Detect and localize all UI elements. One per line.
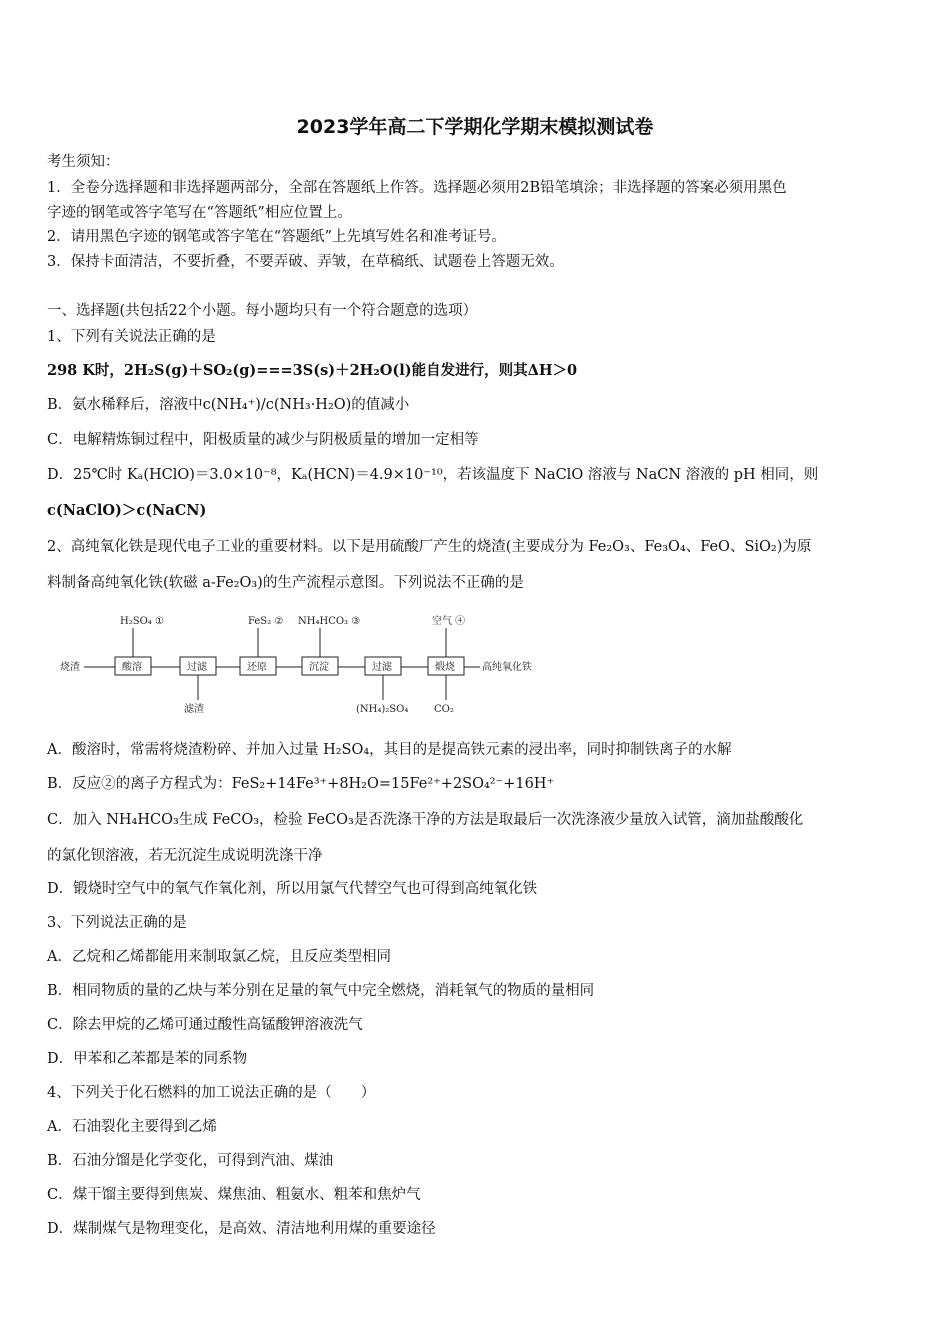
q1-option-d-cont: c(NaClO)＞c(NaCN) xyxy=(47,502,207,519)
flow-step: 酸溶 xyxy=(122,662,142,673)
page-title: 2023学年高二下学期化学期末模拟测试卷 xyxy=(296,116,654,138)
q1-option-a: 298 K时，2H₂S(g)＋SO₂(g)===3S(s)＋2H₂O(l)能自发进行，则其ΔH＞0 xyxy=(47,362,578,379)
flow-step: 过滤 xyxy=(372,662,392,673)
flow-step: 还原 xyxy=(247,662,267,673)
q2-option-b: B．反应②的离子方程式为：FeS₂+14Fe³⁺+8H₂O=15Fe²⁺+2SO₄²⁻+16H⁺ xyxy=(47,776,555,792)
reagent-label: 空气 ④ xyxy=(432,616,466,627)
flow-end: 高纯氧化铁 xyxy=(482,662,532,673)
q2-stem-cont: 料制备高纯氧化铁(软磁 a-Fe₂O₃)的生产流程示意图。下列说法不正确的是 xyxy=(47,575,524,591)
q4-option: D．煤制煤气是物理变化，是高效、清洁地利用煤的重要途径 xyxy=(47,1221,436,1237)
q3-option: C．除去甲烷的乙烯可通过酸性高锰酸钾溶液洗气 xyxy=(47,1017,363,1033)
q4-stem: 4、下列关于化石燃料的加工说法正确的是（ ） xyxy=(47,1085,376,1101)
flow-output: CO₂ xyxy=(434,704,454,715)
reagent-label: FeS₂ ② xyxy=(248,616,284,627)
flow-step: 沉淀 xyxy=(309,662,329,673)
reagent-label: H₂SO₄ ① xyxy=(120,616,164,627)
q2-option-a: A．酸溶时，常需将烧渣粉碎、并加入过量 H₂SO₄，其目的是提高铁元素的浸出率，同时抑制铁离子的水解 xyxy=(47,742,732,758)
process-flow-diagram xyxy=(60,612,560,722)
q1-stem: 1、下列有关说法正确的是 xyxy=(47,329,216,345)
notice-item: 2．请用黑色字迹的钢笔或答字笔在“答题纸”上先填写姓名和准考证号。 xyxy=(47,229,507,245)
q4-option: C．煤干馏主要得到焦炭、煤焦油、粗氨水、粗苯和焦炉气 xyxy=(47,1187,421,1203)
q2-option-d: D．锻烧时空气中的氧气作氧化剂，所以用氯气代替空气也可得到高纯氧化铁 xyxy=(47,881,538,897)
q3-option: B．相同物质的量的乙炔与苯分别在足量的氧气中完全燃烧，消耗氧气的物质的量相同 xyxy=(47,983,595,999)
q2-stem: 2、高纯氧化铁是现代电子工业的重要材料。以下是用硫酸厂产生的烧渣(主要成分为 Fe₂O₃、Fe₃O₄、FeO、SiO₂)为原 xyxy=(47,539,812,555)
flow-start: 烧渣 xyxy=(60,662,80,673)
q1-option-d: D．25℃时 Kₐ(HClO)＝3.0×10⁻⁸，Kₐ(HCN)＝4.9×10⁻¹⁰，若该温度下 NaClO 溶液与 NaCN 溶液的 pH 相同，则 xyxy=(47,467,819,483)
notice-item: 3．保持卡面清洁，不要折叠，不要弄破、弄皱，在草稿纸、试题卷上答题无效。 xyxy=(47,254,564,270)
q3-stem: 3、下列说法正确的是 xyxy=(47,915,187,931)
notice-item: 1．全卷分选择题和非选择题两部分，全部在答题纸上作答。选择题必须用2B铅笔填涂；非选择题的答案必须用黑色 xyxy=(47,180,787,196)
flow-step: 煅烧 xyxy=(435,662,455,673)
q2-option-c: C．加入 NH₄HCO₃生成 FeCO₃，检验 FeCO₃是否洗涤干净的方法是取最后一次洗涤液少量放入试管，滴加盐酸酸化 xyxy=(47,812,804,828)
reagent-label: NH₄HCO₃ ③ xyxy=(298,616,361,627)
notice-item: 字迹的钢笔或答字笔写在“答题纸”相应位置上。 xyxy=(47,205,352,221)
q3-option: A．乙烷和乙烯都能用来制取氯乙烷，且反应类型相同 xyxy=(47,949,391,965)
flow-step: 过滤 xyxy=(187,662,207,673)
q1-option-b: B．氨水稀释后，溶液中c(NH₄⁺)/c(NH₃·H₂O)的值减小 xyxy=(47,397,410,413)
q3-option: D．甲苯和乙苯都是苯的同系物 xyxy=(47,1051,248,1067)
q4-option: A．石油裂化主要得到乙烯 xyxy=(47,1119,217,1135)
notice-heading: 考生须知： xyxy=(47,154,120,170)
q1-option-c: C．电解精炼铜过程中，阳极质量的减少与阴极质量的增加一定相等 xyxy=(47,432,479,448)
q2-option-c-cont: 的氯化钡溶液，若无沉淀生成说明洗涤干净 xyxy=(47,848,323,864)
section-heading: 一、选择题(共包括22个小题。每小题均只有一个符合题意的选项） xyxy=(47,303,478,319)
flow-output: (NH₄)₂SO₄ xyxy=(356,704,409,715)
flow-output: 滤渣 xyxy=(184,704,204,715)
q4-option: B．石油分馏是化学变化，可得到汽油、煤油 xyxy=(47,1153,334,1169)
